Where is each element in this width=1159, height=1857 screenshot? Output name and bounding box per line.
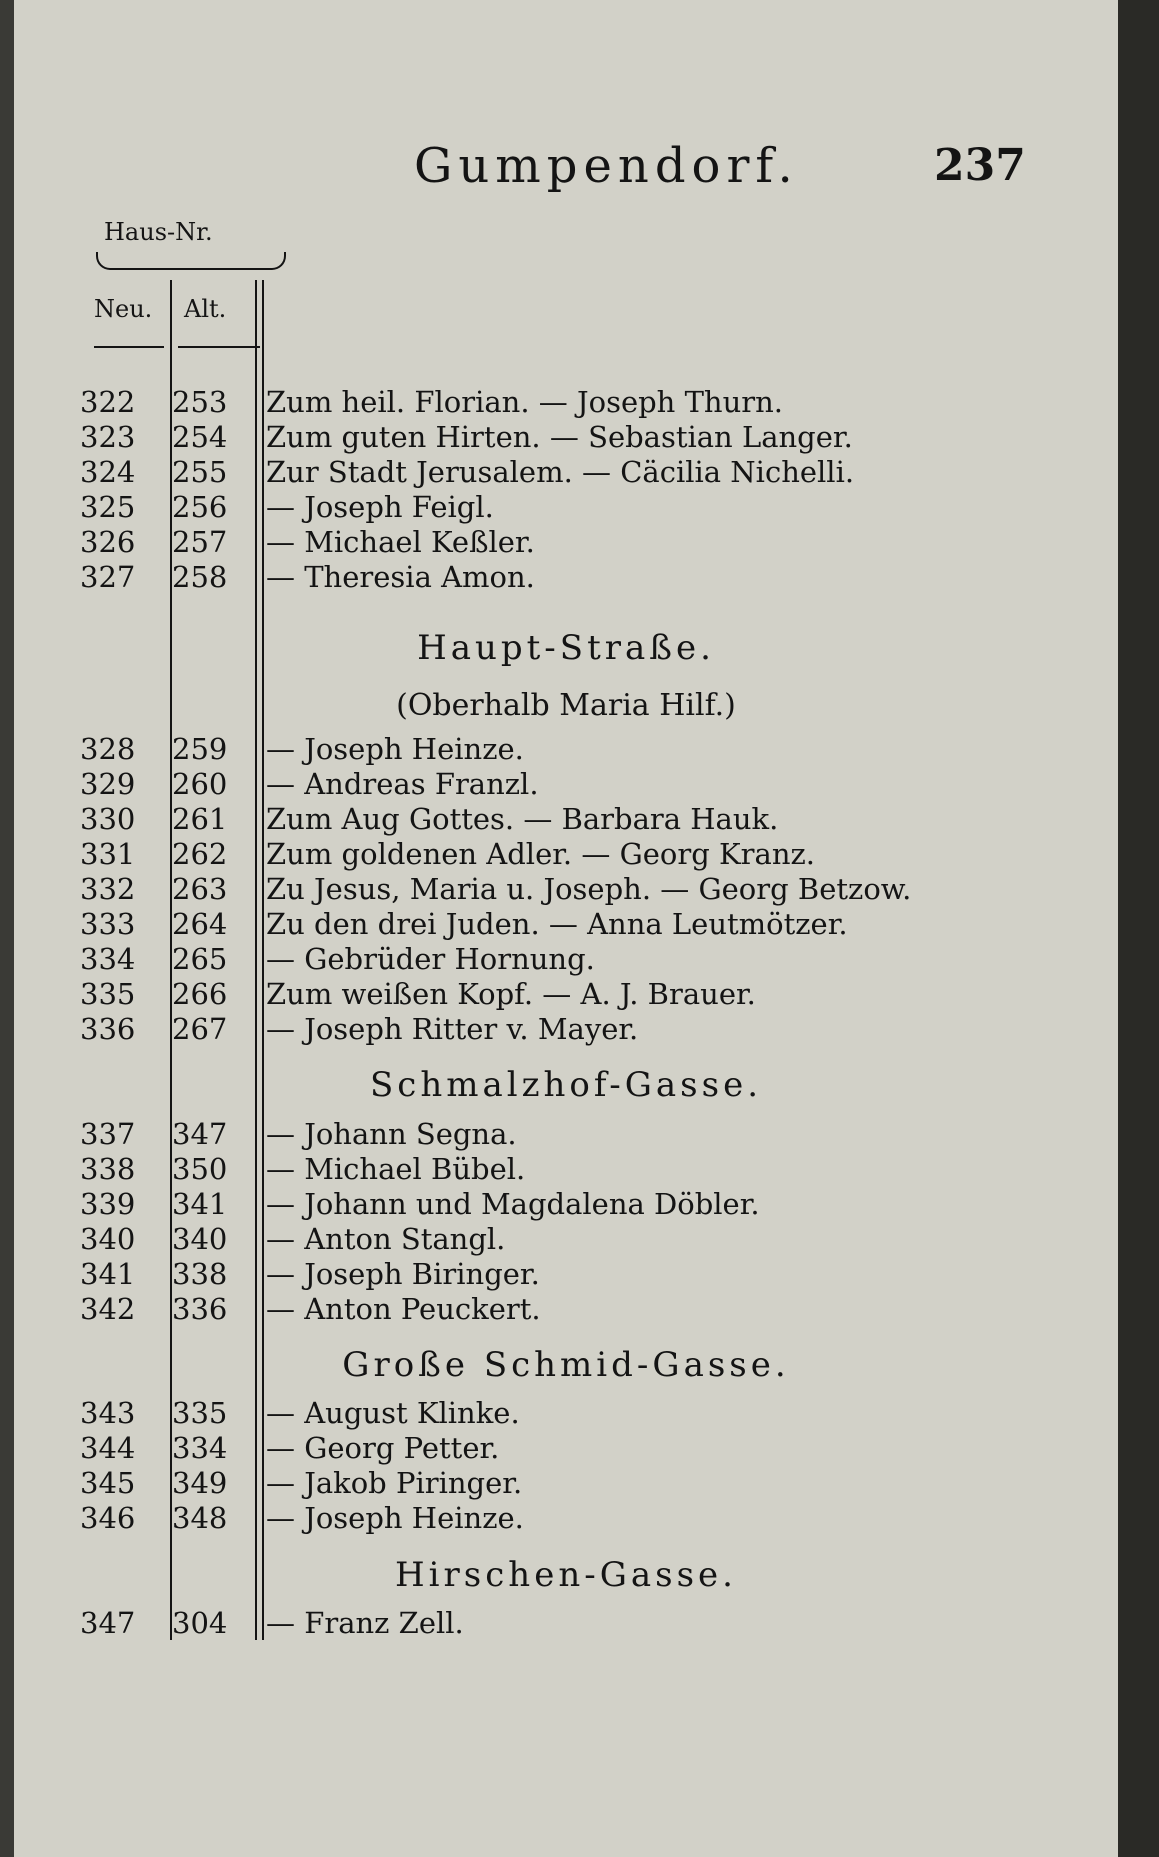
house-number-new: 346: [80, 1501, 136, 1535]
table-row: [14, 941, 1118, 977]
header-rule-old: [178, 346, 260, 348]
house-number-old: 259: [172, 732, 228, 766]
house-number-new: 334: [80, 942, 136, 976]
table-row: [14, 1116, 1118, 1152]
house-number-old: 349: [172, 1466, 228, 1500]
column-header-new: Neu.: [94, 295, 153, 323]
table-row: [14, 906, 1118, 942]
table-row: [14, 1430, 1118, 1466]
house-number-old: 338: [172, 1257, 228, 1291]
entry-text: Zur Stadt Jerusalem. — Cäcilia Nichelli.: [266, 455, 855, 489]
entry-text: — Theresia Amon.: [266, 560, 535, 594]
entry-text: — Joseph Biringer.: [266, 1257, 540, 1291]
book-page: [14, 0, 1118, 1857]
table-row: [14, 384, 1118, 420]
house-number-old: 265: [172, 942, 228, 976]
entry-text: — Andreas Franzl.: [266, 767, 539, 801]
house-number-old: 253: [172, 385, 228, 419]
table-row: [14, 1221, 1118, 1257]
table-row: [14, 1465, 1118, 1501]
section-heading: Große Schmid-Gasse.: [342, 1345, 790, 1385]
table-row: [14, 1395, 1118, 1431]
house-number-new: 328: [80, 732, 136, 766]
entry-text: — Georg Petter.: [266, 1431, 500, 1465]
section-heading: Haupt-Straße.: [417, 628, 715, 668]
table-row: [14, 489, 1118, 525]
table-row: [14, 454, 1118, 490]
entry-text: — Michael Keßler.: [266, 525, 535, 559]
entry-text: — Joseph Ritter v. Mayer.: [266, 1012, 639, 1046]
house-number-old: 341: [172, 1187, 228, 1221]
house-number-old: 334: [172, 1431, 228, 1465]
entry-text: Zum goldenen Adler. — Georg Kranz.: [266, 837, 816, 871]
table-row: [14, 731, 1118, 767]
house-number-new: 335: [80, 977, 136, 1011]
table-row: [14, 976, 1118, 1012]
house-number-new: 330: [80, 802, 136, 836]
house-number-new: 347: [80, 1606, 136, 1640]
table-row: [14, 419, 1118, 455]
house-number-old: 340: [172, 1222, 228, 1256]
table-row: [14, 1011, 1118, 1047]
table-row: [14, 1186, 1118, 1222]
entry-text: — Franz Zell.: [266, 1606, 464, 1640]
table-row: [14, 1291, 1118, 1327]
house-number-new: 337: [80, 1117, 136, 1151]
house-number-old: 336: [172, 1292, 228, 1326]
house-number-new: 332: [80, 872, 136, 906]
house-number-old: 348: [172, 1501, 228, 1535]
house-number-new: 343: [80, 1396, 136, 1430]
table-row: [14, 801, 1118, 837]
house-number-old: 267: [172, 1012, 228, 1046]
table-row: [14, 524, 1118, 560]
entry-text: — August Klinke.: [266, 1396, 520, 1430]
table-row: [14, 1605, 1118, 1641]
entry-text: — Joseph Heinze.: [266, 1501, 524, 1535]
house-number-old: 255: [172, 455, 228, 489]
entry-text: — Anton Peuckert.: [266, 1292, 541, 1326]
book-spine: [1118, 0, 1159, 1857]
house-number-new: 336: [80, 1012, 136, 1046]
section-heading: Hirschen-Gasse.: [395, 1555, 737, 1595]
house-number-new: 325: [80, 490, 136, 524]
entry-text: — Johann und Magdalena Döbler.: [266, 1187, 760, 1221]
house-number-new: 341: [80, 1257, 136, 1291]
house-number-new: 339: [80, 1187, 136, 1221]
entry-text: Zum heil. Florian. — Joseph Thurn.: [266, 385, 784, 419]
header-rule-new: [94, 346, 164, 348]
column-brace: [96, 252, 286, 270]
house-number-new: 329: [80, 767, 136, 801]
house-number-old: 263: [172, 872, 228, 906]
house-number-new: 326: [80, 525, 136, 559]
house-number-old: 258: [172, 560, 228, 594]
house-number-new: 338: [80, 1152, 136, 1186]
section-heading: Schmalzhof-Gasse.: [369, 1065, 762, 1105]
table-row: [14, 559, 1118, 595]
house-number-new: 342: [80, 1292, 136, 1326]
house-number-new: 324: [80, 455, 136, 489]
entry-text: — Gebrüder Hornung.: [266, 942, 595, 976]
page-title: Gumpendorf.: [414, 138, 799, 194]
house-number-old: 254: [172, 420, 228, 454]
house-number-old: 262: [172, 837, 228, 871]
table-row: [14, 1256, 1118, 1292]
house-number-new: 345: [80, 1466, 136, 1500]
house-number-new: 331: [80, 837, 136, 871]
entry-text: Zu Jesus, Maria u. Joseph. — Georg Betzow.: [266, 872, 912, 906]
entry-text: Zu den drei Juden. — Anna Leutmötzer.: [266, 907, 848, 941]
column-group-label: Haus-Nr.: [104, 218, 213, 246]
page-number: 237: [934, 140, 1026, 191]
entry-text: Zum Aug Gottes. — Barbara Hauk.: [266, 802, 779, 836]
house-number-old: 256: [172, 490, 228, 524]
house-number-old: 264: [172, 907, 228, 941]
entry-text: Zum guten Hirten. — Sebastian Langer.: [266, 420, 853, 454]
house-number-old: 304: [172, 1606, 228, 1640]
entry-text: — Joseph Heinze.: [266, 732, 524, 766]
house-number-old: 335: [172, 1396, 228, 1430]
house-number-old: 260: [172, 767, 228, 801]
entry-text: Zum weißen Kopf. — A. J. Brauer.: [266, 977, 756, 1011]
house-number-new: 344: [80, 1431, 136, 1465]
house-number-old: 350: [172, 1152, 228, 1186]
house-number-new: 322: [80, 385, 136, 419]
table-row: [14, 1151, 1118, 1187]
table-row: [14, 871, 1118, 907]
house-number-old: 347: [172, 1117, 228, 1151]
house-number-new: 323: [80, 420, 136, 454]
section-subheading: (Oberhalb Maria Hilf.): [396, 688, 736, 723]
entry-text: — Jakob Piringer.: [266, 1466, 523, 1500]
entry-text: — Michael Bübel.: [266, 1152, 526, 1186]
house-number-new: 333: [80, 907, 136, 941]
house-number-old: 261: [172, 802, 228, 836]
house-number-new: 327: [80, 560, 136, 594]
house-number-old: 266: [172, 977, 228, 1011]
entry-text: — Johann Segna.: [266, 1117, 517, 1151]
table-row: [14, 1500, 1118, 1536]
entry-text: — Joseph Feigl.: [266, 490, 494, 524]
table-row: [14, 836, 1118, 872]
table-row: [14, 766, 1118, 802]
entry-text: — Anton Stangl.: [266, 1222, 506, 1256]
house-number-new: 340: [80, 1222, 136, 1256]
column-header-old: Alt.: [184, 295, 227, 323]
house-number-old: 257: [172, 525, 228, 559]
